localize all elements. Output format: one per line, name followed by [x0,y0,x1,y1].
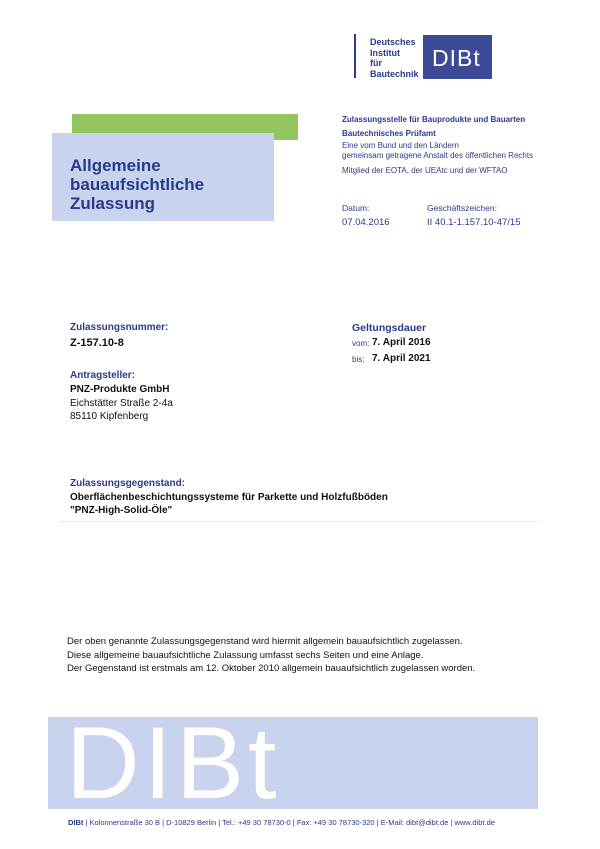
footer-banner [48,717,538,809]
applicant-city: 85110 Kipfenberg [70,411,149,422]
subject-line-1: Oberflächenbeschichtungssysteme für Parkette und Holzfußböden [70,492,388,503]
logo-line-3: für [370,58,382,68]
institution-info [342,113,533,178]
footer-address: | Kolonnenstraße 30 B | D-10829 Berlin | Tel.: +49 30 78730-0 | Fax: +49 30 78730-320 | E-Mail: dibt@dibt.de | www.dibt.de [83,818,495,827]
footer-org: DIBt [68,818,84,827]
statement-line-1: Der oben genannte Zulassungsgegenstand wird hiermit allgemein bauaufsichtlich zugelassen. [67,636,463,647]
approval-number-value: Z-157.10-8 [70,337,124,349]
institution-line-1: Zulassungsstelle für Bauprodukte und Bauarten [342,115,526,124]
logo-mark: DIBt [432,45,481,71]
dotted-divider [60,521,540,522]
reference-label: Geschäftszeichen: [427,203,497,213]
approval-statement [67,635,475,676]
valid-to-label: bis: [352,355,365,364]
logo-line-4: Bautechnik [370,68,419,79]
dibt-logo [423,35,492,79]
applicant-label: Antragsteller: [70,370,136,381]
statement-line-2: Diese allgemeine bauaufsichtliche Zulassung umfasst sechs Seiten und eine Anlage. [67,649,424,661]
date-value: 07.04.2016 [342,217,390,228]
title-line-3: Zulassung [70,194,156,213]
institution-line-4: gemeinsam getragene Anstalt des öffentlichen Rechts [342,151,534,160]
valid-to-value: 7. April 2021 [372,353,431,364]
logo-wordmark [370,37,419,79]
institution-line-5: Mitglied der EOTA, der UEAtc und der WFTAO [342,166,508,175]
footer-watermark-logo: DIBt [66,717,281,809]
subject-label: Zulassungsgegenstand: [70,478,186,489]
applicant-street: Eichstätter Straße 2-4a [70,398,173,409]
logo-divider [354,34,356,78]
validity-label: Geltungsdauer [352,322,427,334]
subject-line-2: "PNZ-High-Solid-Öle" [70,505,173,516]
reference-value: II 40.1-1.157.10-47/15 [427,217,521,228]
valid-from-label: vom: [352,339,370,348]
valid-from-value: 7. April 2016 [372,337,431,348]
footer-contact [68,818,495,827]
date-label: Datum: [342,203,370,213]
document-title [70,156,204,213]
title-line-2: bauaufsichtliche [70,175,205,194]
logo-line-2: Institut [370,47,400,58]
applicant-name: PNZ-Produkte GmbH [70,384,170,395]
statement-line-3: Der Gegenstand ist erstmals am 12. Oktober 2010 allgemein bauaufsichtlich zugelassen worden. [67,663,476,674]
logo-line-1: Deutsches [370,37,416,47]
institution-line-2: Bautechnisches Prüfamt [342,128,436,138]
approval-number-label: Zulassungsnummer: [70,322,169,333]
institution-line-3: Eine vom Bund und den Ländern [342,141,459,150]
title-line-1: Allgemeine [70,156,161,175]
